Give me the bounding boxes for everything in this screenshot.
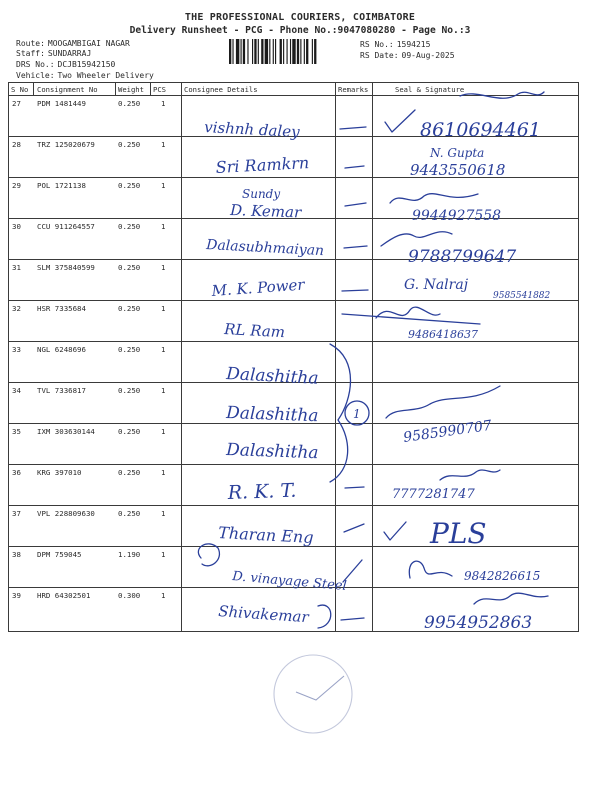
rs-no-value: 1594215 bbox=[396, 40, 431, 49]
remark-dash bbox=[345, 203, 366, 206]
pcs-cell: 1 bbox=[161, 591, 166, 600]
signature-scribble bbox=[381, 232, 452, 246]
col-header-consignee: Consignee Details bbox=[184, 85, 258, 94]
handwritten-name: D. Kemar bbox=[229, 201, 302, 222]
remark-bracket bbox=[330, 344, 351, 482]
remark-dash bbox=[345, 166, 364, 168]
handwritten-name: Dalashitha bbox=[225, 403, 319, 427]
remark-dash bbox=[341, 618, 364, 620]
sno-cell: 27 bbox=[12, 99, 21, 108]
sno-cell: 37 bbox=[12, 509, 21, 518]
consignment-cell: PDM 1481449 bbox=[37, 99, 86, 108]
sno-cell: 33 bbox=[12, 345, 21, 354]
consignment-cell: POL 1721138 bbox=[37, 181, 86, 190]
handwritten-name: Dalashitha bbox=[225, 440, 319, 464]
handwritten-signature-text: G. Nalraj bbox=[404, 277, 469, 293]
pcs-cell: 1 bbox=[161, 304, 166, 313]
rs-date-value: 09-Aug-2025 bbox=[401, 51, 455, 60]
col-header-consignment: Consignment No bbox=[37, 85, 98, 94]
pcs-cell: 1 bbox=[161, 386, 166, 395]
sno-cell: 30 bbox=[12, 222, 21, 231]
signature-scribble bbox=[440, 470, 500, 480]
stamp-circle bbox=[274, 655, 352, 733]
remark-check bbox=[343, 560, 362, 582]
remark-dash bbox=[344, 524, 364, 532]
pcs-cell: 1 bbox=[161, 345, 166, 354]
handwritten-phone: 7777281747 bbox=[392, 487, 475, 502]
pcs-cell: 1 bbox=[161, 509, 166, 518]
pcs-cell: 1 bbox=[161, 140, 166, 149]
handwritten-phone: 9788799647 bbox=[408, 247, 517, 267]
name-circle bbox=[318, 605, 331, 628]
sno-cell: 34 bbox=[12, 386, 21, 395]
col-header-seal-signature: Seal & Signature bbox=[395, 85, 465, 94]
consignment-cell: HRD 64302501 bbox=[37, 591, 91, 600]
weight-cell: 0.300 bbox=[118, 591, 141, 600]
col-header-weight: Weight bbox=[118, 85, 144, 94]
handwritten-name: Sri Ramkrn bbox=[215, 153, 310, 177]
signature-check bbox=[384, 522, 406, 540]
handwritten-name: Sundy bbox=[242, 187, 281, 201]
runsheet-title: Delivery Runsheet - PCG - Phone No.:9047080280 - Page No.:3 bbox=[129, 25, 471, 36]
handwritten-name: D. vinayage Steel bbox=[231, 569, 348, 594]
sno-cell: 36 bbox=[12, 468, 21, 477]
remark-dash bbox=[342, 314, 480, 324]
handwritten-phone: 9585990707 bbox=[402, 417, 493, 446]
handwritten-phone: 9443550618 bbox=[410, 161, 506, 179]
handwritten-phone: 8610694461 bbox=[420, 119, 541, 141]
signature-scribble bbox=[386, 386, 500, 418]
consignment-cell: TRZ 125020679 bbox=[37, 140, 95, 149]
pcs-cell: 1 bbox=[161, 99, 166, 108]
handwritten-phone: 9954952863 bbox=[424, 613, 533, 633]
sno-cell: 29 bbox=[12, 181, 21, 190]
staff-label: Staff: bbox=[16, 49, 45, 58]
sno-cell: 32 bbox=[12, 304, 21, 313]
handwritten-name: RL Ram bbox=[223, 320, 286, 342]
signature-scribble bbox=[460, 92, 544, 98]
consignment-cell: NGL 6248696 bbox=[37, 345, 86, 354]
handwritten-name: M. K. Power bbox=[211, 275, 306, 300]
name-circle bbox=[198, 544, 219, 566]
pcs-cell: 1 bbox=[161, 427, 166, 436]
handwritten-name: R. K. T. bbox=[227, 479, 297, 504]
rs-no-label: RS No.: bbox=[360, 40, 394, 49]
consignment-cell: VPL 228809630 bbox=[37, 509, 95, 518]
col-header-remarks: Remarks bbox=[338, 85, 369, 94]
col-header-sno: S No bbox=[11, 85, 29, 94]
handwritten-pls: PLS bbox=[430, 517, 487, 550]
handwritten-signature-text: N. Gupta bbox=[430, 146, 485, 160]
signature-check bbox=[385, 110, 415, 132]
handwritten-name: Shivakemar bbox=[217, 602, 310, 627]
weight-cell: 1.190 bbox=[118, 550, 141, 559]
weight-cell: 0.250 bbox=[118, 345, 141, 354]
weight-cell: 0.250 bbox=[118, 509, 141, 518]
handwritten-name: Dalasubhmaiyan bbox=[205, 237, 325, 260]
handwritten-phone: 9842826615 bbox=[464, 569, 541, 583]
consignment-cell: SLM 375840599 bbox=[37, 263, 95, 272]
signature-scribble bbox=[409, 561, 452, 578]
route-label: Route: bbox=[16, 39, 45, 48]
signature-scribble bbox=[474, 593, 548, 604]
staff-value: SUNDARRAJ bbox=[47, 49, 92, 58]
consignment-cell: DPM 759045 bbox=[37, 550, 82, 559]
weight-cell: 0.250 bbox=[118, 181, 141, 190]
remark-dash bbox=[345, 487, 364, 488]
weight-cell: 0.250 bbox=[118, 427, 141, 436]
pcs-cell: 1 bbox=[161, 550, 166, 559]
handwritten-phone: 9486418637 bbox=[408, 328, 478, 341]
sno-cell: 39 bbox=[12, 591, 21, 600]
weight-cell: 0.250 bbox=[118, 263, 141, 272]
handwritten-name: Dalashitha bbox=[225, 364, 320, 389]
pcs-cell: 1 bbox=[161, 181, 166, 190]
route-value: MOOGAMBIGAI NAGAR bbox=[47, 39, 130, 48]
consignment-cell: TVL 7336817 bbox=[37, 386, 86, 395]
remark-circle-number: 1 bbox=[353, 407, 361, 421]
signature-scribble bbox=[376, 307, 440, 318]
remark-dash bbox=[344, 246, 367, 248]
consignment-cell: KRG 397010 bbox=[37, 468, 82, 477]
stamp-mark bbox=[296, 676, 344, 700]
consignment-cell: HSR 7335684 bbox=[37, 304, 86, 313]
sno-cell: 38 bbox=[12, 550, 21, 559]
handwritten-name: Tharan Eng bbox=[217, 523, 314, 547]
handwritten-phone: 9944927558 bbox=[412, 208, 502, 224]
consignment-cell: IXM 303630144 bbox=[37, 427, 95, 436]
weight-cell: 0.250 bbox=[118, 468, 141, 477]
col-header-pcs: PCS bbox=[153, 85, 166, 94]
weight-cell: 0.250 bbox=[118, 140, 141, 149]
sno-cell: 35 bbox=[12, 427, 21, 436]
sno-cell: 28 bbox=[12, 140, 21, 149]
vehicle-value: Two Wheeler Delivery bbox=[57, 71, 154, 80]
vehicle-label: Vehicle: bbox=[16, 71, 55, 80]
weight-cell: 0.250 bbox=[118, 304, 141, 313]
consignment-cell: CCU 911264557 bbox=[37, 222, 95, 231]
weight-cell: 0.250 bbox=[118, 222, 141, 231]
handwritten-name: vishnh daley bbox=[203, 118, 301, 141]
sno-cell: 31 bbox=[12, 263, 21, 272]
rs-date-label: RS Date: bbox=[360, 51, 399, 60]
pcs-cell: 1 bbox=[161, 263, 166, 272]
handwritten-phone: 9585541882 bbox=[493, 291, 551, 301]
pcs-cell: 1 bbox=[161, 468, 166, 477]
drs-value: DCJB15942150 bbox=[57, 60, 116, 69]
weight-cell: 0.250 bbox=[118, 99, 141, 108]
remark-dash bbox=[342, 290, 368, 291]
drs-label: DRS No.: bbox=[16, 60, 55, 69]
weight-cell: 0.250 bbox=[118, 386, 141, 395]
company-title: THE PROFESSIONAL COURIERS, COIMBATORE bbox=[184, 12, 416, 23]
remark-dash bbox=[340, 127, 366, 129]
signature-scribble bbox=[390, 194, 478, 203]
pcs-cell: 1 bbox=[161, 222, 166, 231]
